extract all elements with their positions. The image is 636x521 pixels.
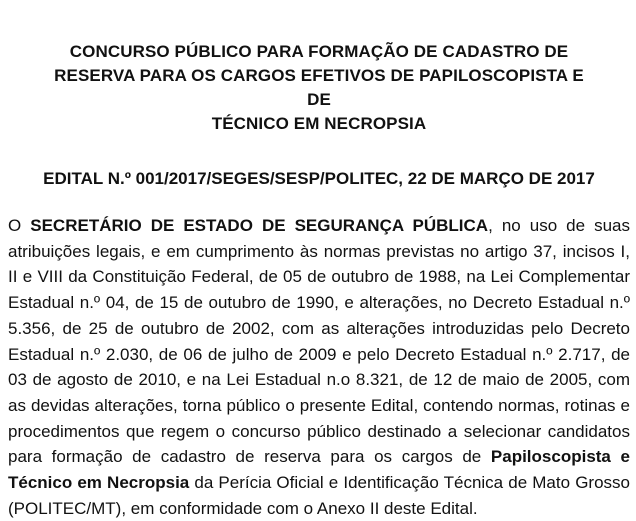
paragraph-text-3: da Perícia Oficial e Identificação Técnica de Mato Grosso (POLITEC/MT), em conformidade com o Anexo II deste Edital. [8, 473, 630, 518]
paragraph-text-2: , no uso de suas atribuições legais, e em cumprimento às normas previstas no artigo 37, incisos I, II e VIII da Constituição Federal, de 05 de outubro de 1988, na Lei Complementar Estadual n.º 04, de 15 de outubro de 1990, e alterações, no Decreto Estadual n.º 5.356, de 25 de outubro de 2002, com as alterações introduzidas pelo Decreto Estadual n.º 2.030, de 06 de julho de 2009 e pelo Decreto Estadual n.º 2.717, de 03 de agosto de 2010, e na Lei Estadual n.o 8.321, de 12 de maio de 2005, com as devidas alterações, torna público o presente Edital, contendo normas, rotinas e procedimentos que regem o concurso público destinado a selecionar candidatos para formação de cadastro de reserva para os cargos de [8, 216, 630, 467]
document-title [8, 40, 630, 136]
paragraph-bold-secretary: SECRETÁRIO DE ESTADO DE SEGURANÇA PÚBLICA [30, 216, 489, 235]
title-line-2: RESERVA PARA OS CARGOS EFETIVOS DE PAPILOSCOPISTA E DE [54, 66, 584, 109]
preamble-paragraph [8, 213, 630, 521]
title-line-3: TÉCNICO EM NECROPSIA [211, 114, 427, 133]
paragraph-text-1: O [8, 216, 31, 235]
title-line-1: CONCURSO PÚBLICO PARA FORMAÇÃO DE CADASTRO DE [69, 42, 569, 61]
edital-heading: EDITAL N.º 001/2017/SEGES/SESP/POLITEC, 22 DE MARÇO DE 2017 [43, 169, 595, 188]
paragraph-bold-positions: Papiloscopista e Técnico em Necropsia [8, 447, 630, 493]
